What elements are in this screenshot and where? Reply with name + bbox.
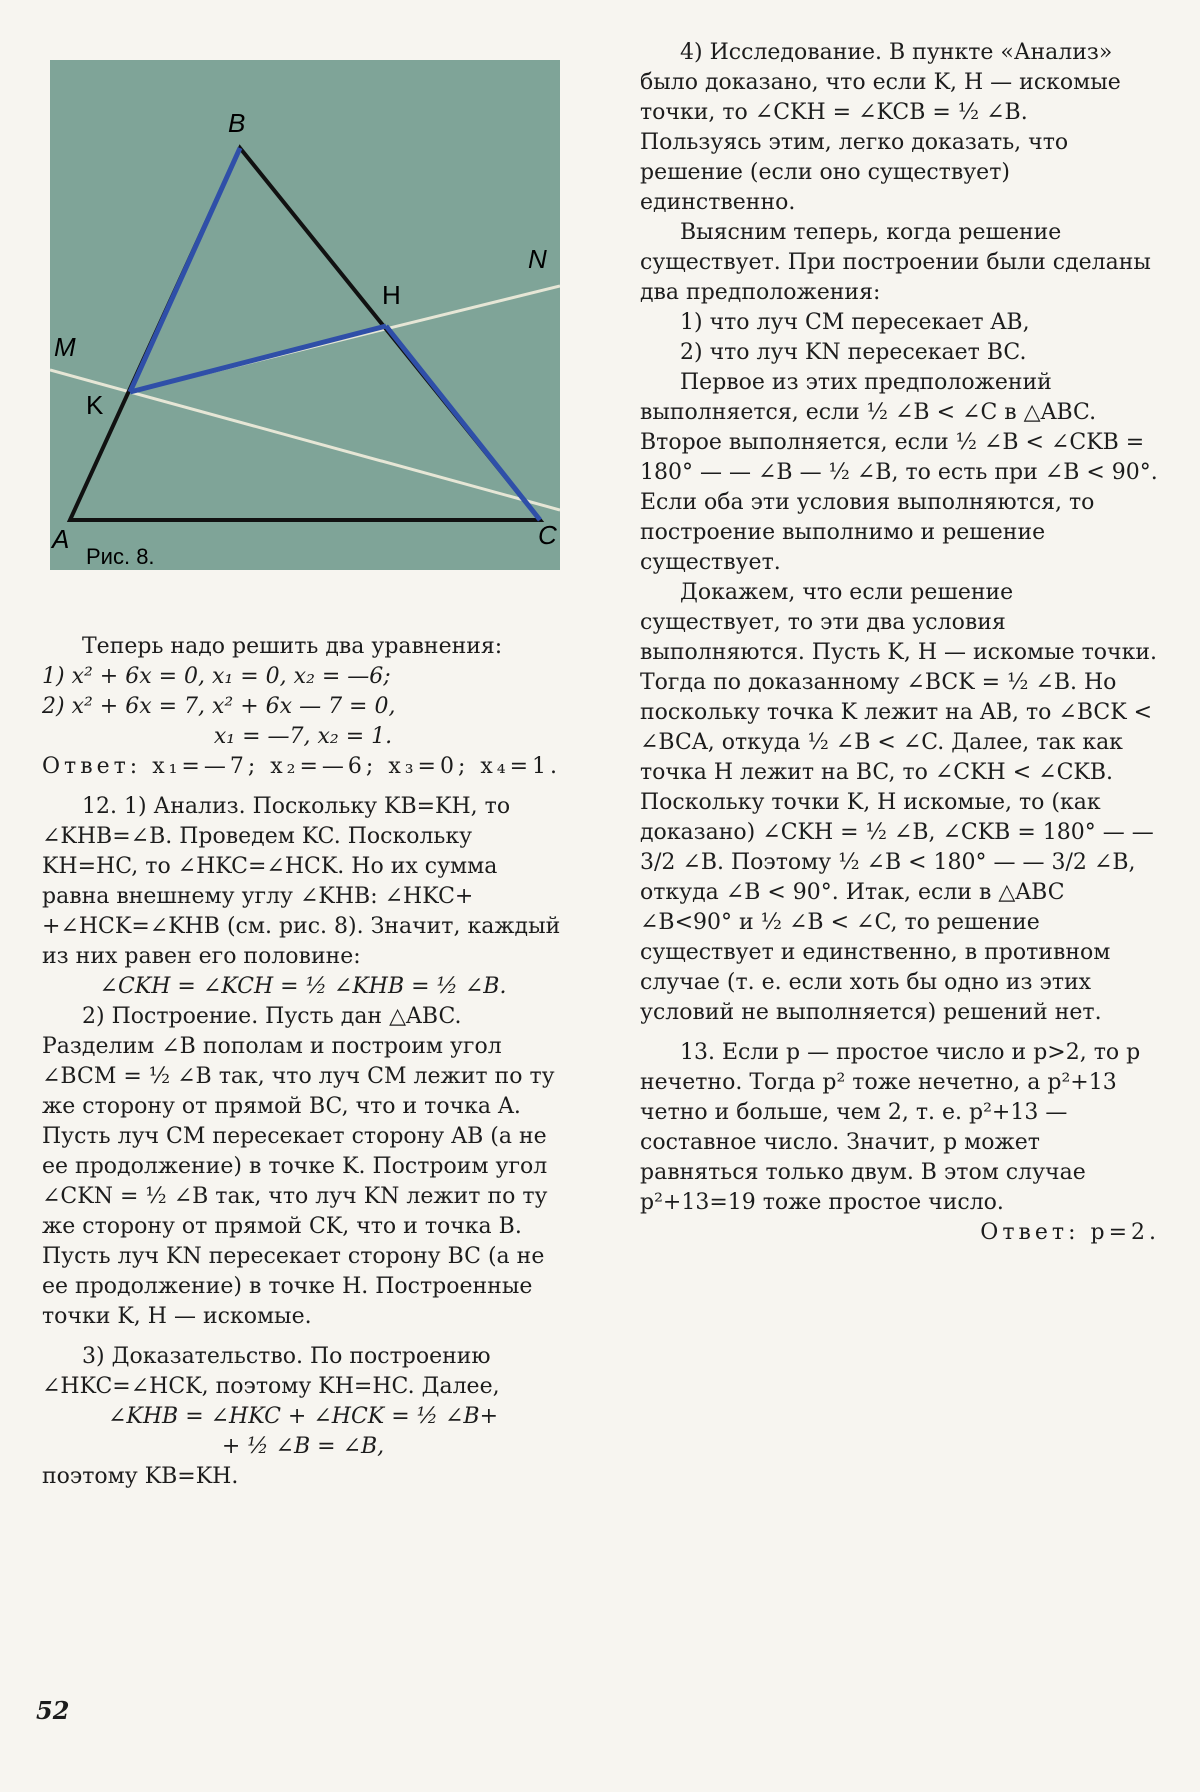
conditions-text: Первое из этих предположений выполняется, если ½ ∠B < ∠C в △ABC. Второе выполняется, если ½ ∠B < ∠CKB = 180° — — ∠B — ½ ∠B, то есть при ∠B < 90°.	[640, 370, 1158, 485]
equation-2: 2) x² + 6x = 7, x² + 6x — 7 = 0,	[42, 694, 396, 719]
page-number: 52	[36, 1696, 70, 1725]
right-column	[640, 38, 1160, 1248]
equation-2-roots: x₁ = —7, x₂ = 1.	[213, 724, 393, 749]
converse-proof: Докажем, что если решение существует, то эти два условия выполняются. Пусть K, H — искомые точки. Тогда по доказанному ∠BCK = ½ ∠B. Но поскольку точка K лежит на AB, то ∠BCK < ∠BCA, откуда ½ ∠B < ∠C. Далее, так как точка H лежит на BC, то ∠CKH < ∠CKB. Поскольку точки K, H искомые, то (как доказано) ∠CKH = ½ ∠B, ∠CKB = 180° — — 3/2 ∠B. Поэтому ½ ∠B < 180° — — 3/2 ∠B, откуда ∠B < 90°. Итак, если в △ABC ∠B<90° и ½ ∠B < ∠C, то решение существует и единственно, в противном случае (т. е. если хоть бы одно из этих условий не выполняется) решений нет.	[640, 580, 1157, 1025]
problem-12-proof: 3) Доказательство. По построению ∠HKC=∠HCK, поэтому KH=HC. Далее,	[42, 1344, 500, 1399]
uniqueness-text: Пользуясь этим, легко доказать, что решение (если оно существует) единственно.	[640, 130, 1069, 215]
formula-khb-cont: + ½ ∠B = ∠B,	[221, 1434, 385, 1459]
ray-cm	[50, 370, 560, 510]
left-column	[42, 632, 564, 1492]
figure-8	[50, 60, 560, 570]
label-m: M	[54, 332, 76, 362]
formula-khb: ∠KHB = ∠HKC + ∠HCK = ½ ∠B+	[107, 1404, 499, 1429]
label-c: C	[538, 520, 557, 550]
triangle-diagram	[50, 60, 560, 570]
answer-11: Ответ: x₁=—7; x₂=—6; x₃=0; x₄=1.	[42, 754, 562, 779]
label-k: K	[86, 390, 104, 420]
proof-conclusion: поэтому KB=KH.	[42, 1464, 239, 1489]
triangle-abc	[70, 148, 540, 520]
figure-caption: Рис. 8.	[86, 544, 155, 569]
problem-13: 13. Если p — простое число и p>2, то p нечетно. Тогда p² тоже нечетно, а p²+13 четно и больше, чем 2, т. е. p²+13 — составное число. Значит, p может равняться только двум. В этом случае p²+13=19 тоже простое число.	[640, 1040, 1141, 1215]
intro-text: Теперь надо решить два уравнения:	[82, 634, 503, 659]
answer-13: Ответ: p=2.	[980, 1220, 1160, 1245]
assumption-2: 2) что луч KN пересекает BC.	[680, 340, 1027, 365]
problem-12-analysis: 12. 1) Анализ. Поскольку KB=KH, то ∠KHB=∠B. Проведем KC. Поскольку KH=HC, то ∠HKC=∠HCK. Но их сумма равна внешнему углу ∠KHB: ∠HKC+ +∠HCK=∠KHB (см. рис. 8). Значит, каждый из них равен его половине:	[42, 794, 561, 969]
equation-1: 1) x² + 6x = 0, x₁ = 0, x₂ = —6;	[42, 664, 391, 689]
formula-ckh: ∠CKH = ∠KCH = ½ ∠KHB = ½ ∠B.	[99, 974, 507, 999]
label-b: B	[228, 108, 246, 138]
existence-text: Выясним теперь, когда решение существует. При построении были сделаны два предположения:	[640, 220, 1151, 305]
label-h: H	[382, 280, 401, 310]
assumption-1: 1) что луч CM пересекает AB,	[680, 310, 1030, 335]
label-n: N	[528, 244, 547, 274]
problem-12-construction: 2) Построение. Пусть дан △ABC. Разделим ∠B пополам и построим угол ∠BCM = ½ ∠B так, что луч CM лежит по ту же сторону от прямой BC, что и точка A. Пусть луч CM пересекает сторону AB (а не ее продолжение) в точке K. Построим угол ∠CKN = ½ ∠B так, что луч KN лежит по ту же сторону от прямой CK, что и точка B. Пусть луч KN пересекает сторону BC (а не ее продолжение) в точке H. Построенные точки K, H — искомые.	[42, 1004, 555, 1329]
segment-kb	[130, 148, 240, 392]
problem-12-investigation: 4) Исследование. В пункте «Анализ» было доказано, что если K, H — искомые точки, то ∠CKH = ∠KCB = ½ ∠B.	[640, 40, 1121, 125]
label-a: A	[52, 524, 70, 554]
segment-hc	[386, 326, 540, 520]
conditions-summary: Если оба эти условия выполняются, то построение выполнимо и решение существует.	[640, 490, 1095, 575]
segment-kh	[130, 326, 386, 392]
